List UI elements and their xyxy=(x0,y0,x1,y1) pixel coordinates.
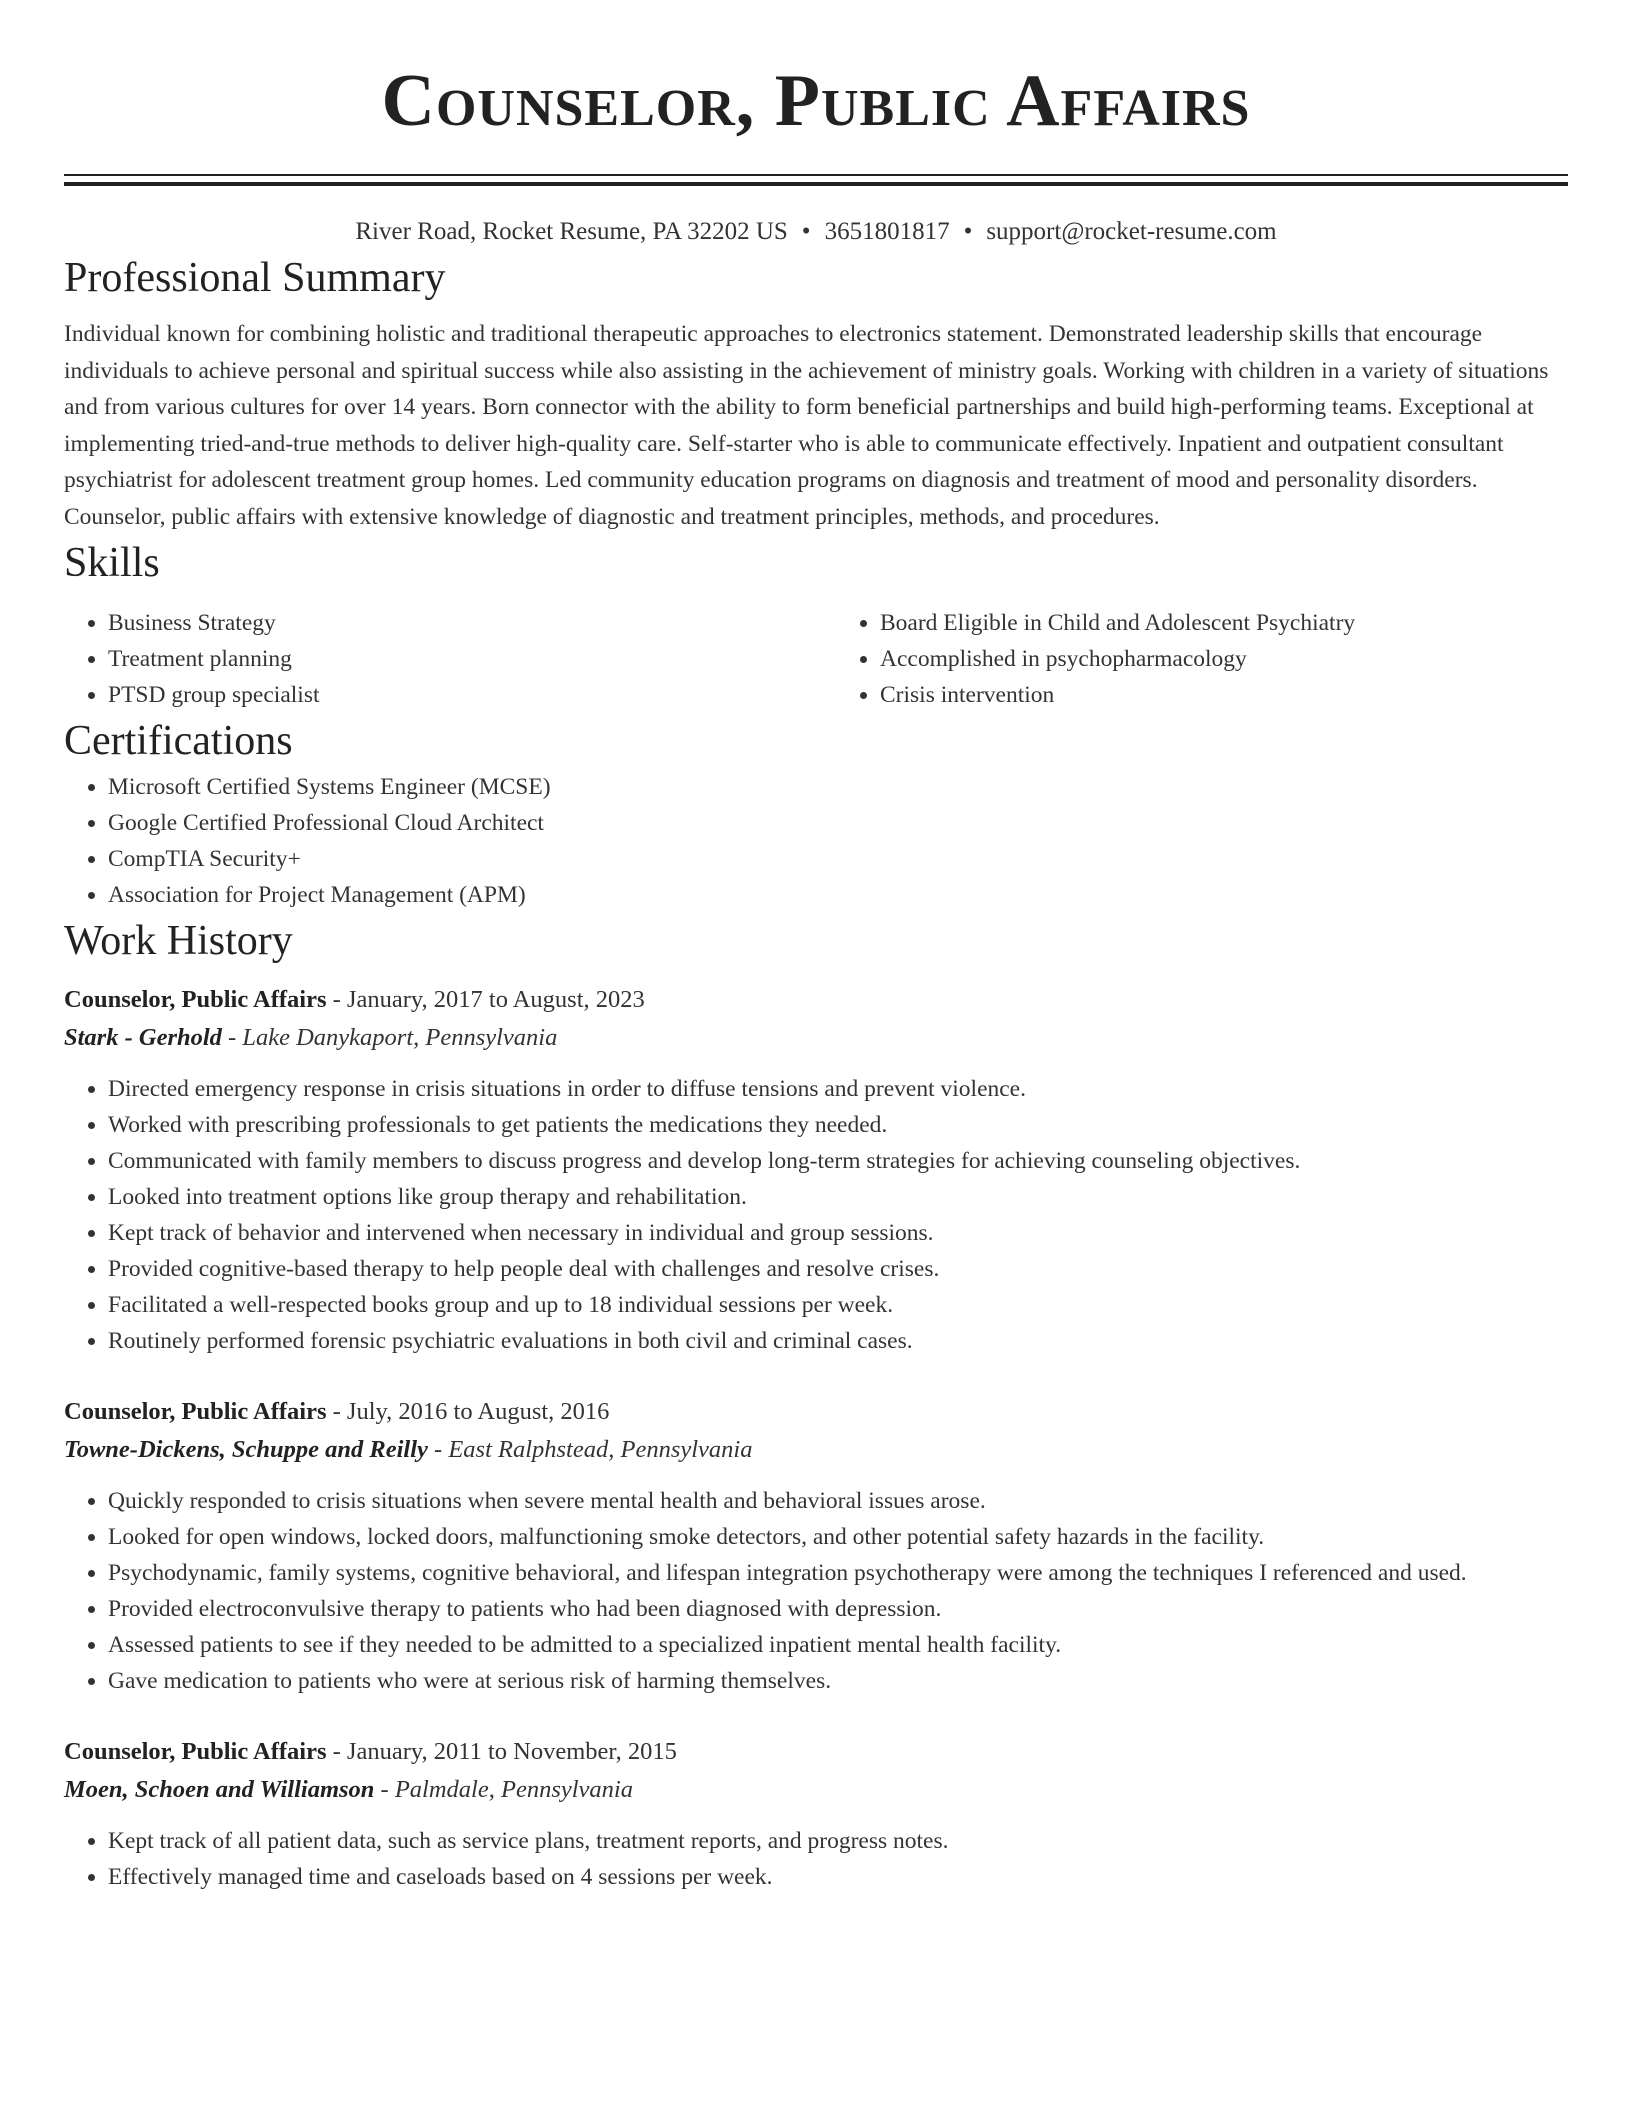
job-role: Counselor, Public Affairs xyxy=(64,1738,327,1765)
job-role: Counselor, Public Affairs xyxy=(64,986,327,1013)
job-duty: • Directed emergency response in crisis situations in order to diffuse tensions and prevent violence. xyxy=(108,1071,1568,1107)
job-duty: • Looked into treatment options like group therapy and rehabilitation. xyxy=(108,1179,1568,1215)
job-duty: • Effectively managed time and caseloads based on 4 sessions per week. xyxy=(108,1859,1568,1895)
job-company: Stark - Gerhold xyxy=(64,1024,222,1051)
summary-heading: Professional Summary xyxy=(64,255,446,301)
certification-item: • Google Certified Professional Cloud Architect xyxy=(108,805,1568,841)
job-duties-list xyxy=(64,1071,1568,1359)
job-duty: • Communicated with family members to discuss progress and develop long-term strategies for achieving counseling objectives. xyxy=(108,1143,1568,1179)
certifications-heading: Certifications xyxy=(64,718,293,764)
job-company: Moen, Schoen and Williamson xyxy=(64,1776,375,1803)
job-entry xyxy=(64,1393,1568,1699)
skill-item: • Treatment planning xyxy=(108,641,796,677)
skill-item: • Board Eligible in Child and Adolescent Psychiatry xyxy=(880,605,1568,641)
skill-item: • Business Strategy xyxy=(108,605,796,641)
skill-item: • Crisis intervention xyxy=(880,677,1568,713)
job-duty: • Facilitated a well-respected books group and up to 18 individual sessions per week. xyxy=(108,1287,1568,1323)
job-location: East Ralphstead, Pennsylvania xyxy=(448,1436,753,1463)
skill-item: • Accomplished in psychopharmacology xyxy=(880,641,1568,677)
job-dash: - xyxy=(374,1776,395,1803)
job-title-line xyxy=(64,981,1568,1019)
job-dash: - xyxy=(221,1024,243,1051)
certification-item: • Association for Project Management (APM) xyxy=(108,877,1568,913)
contact-separator: • xyxy=(801,218,811,245)
contact-phone: 3651801817 xyxy=(824,218,950,245)
job-dates: July, 2016 to August, 2016 xyxy=(346,1398,610,1425)
job-duty: • Assessed patients to see if they needed to be admitted to a specialized inpatient mental health facility. xyxy=(108,1627,1568,1663)
skills-grid xyxy=(64,605,1568,713)
job-duty: • Kept track of all patient data, such as service plans, treatment reports, and progress notes. xyxy=(108,1823,1568,1859)
contact-address: River Road, Rocket Resume, PA 32202 US xyxy=(355,218,788,245)
work-history-heading: Work History xyxy=(64,918,293,964)
job-title-line xyxy=(64,1393,1568,1431)
certification-item: • Microsoft Certified Systems Engineer (MCSE) xyxy=(108,769,1568,805)
contact-email: support@rocket-resume.com xyxy=(986,218,1277,245)
job-role: Counselor, Public Affairs xyxy=(64,1398,327,1425)
job-duty: • Provided cognitive-based therapy to help people deal with challenges and resolve crises. xyxy=(108,1251,1568,1287)
job-company-line xyxy=(64,1771,1568,1809)
job-location: Lake Danykaport, Pennsylvania xyxy=(242,1024,558,1051)
contact-line xyxy=(64,214,1568,250)
job-dash: - xyxy=(427,1436,449,1463)
job-dash: - xyxy=(326,1738,347,1765)
job-dates: January, 2017 to August, 2023 xyxy=(346,986,645,1013)
job-duty: • Quickly responded to crisis situations when severe mental health and behavioral issues arose. xyxy=(108,1483,1568,1519)
job-duty: • Kept track of behavior and intervened when necessary in individual and group sessions. xyxy=(108,1215,1568,1251)
job-dash: - xyxy=(326,986,347,1013)
skills-list-left xyxy=(64,605,796,713)
resume-name: Counselor, Public Affairs xyxy=(381,60,1251,142)
skills-heading: Skills xyxy=(64,540,160,586)
job-duties-list xyxy=(64,1483,1568,1699)
certifications-list xyxy=(64,769,1568,913)
job-duties-list xyxy=(64,1823,1568,1895)
job-company: Towne-Dickens, Schuppe and Reilly xyxy=(64,1436,428,1463)
job-dates: January, 2011 to November, 2015 xyxy=(346,1738,677,1765)
job-entry xyxy=(64,1733,1568,1895)
skill-item: • PTSD group specialist xyxy=(108,677,796,713)
job-duty: • Provided electroconvulsive therapy to patients who had been diagnosed with depression. xyxy=(108,1591,1568,1627)
skills-list-right xyxy=(836,605,1568,713)
job-dash: - xyxy=(326,1398,347,1425)
job-duty: • Routinely performed forensic psychiatric evaluations in both civil and criminal cases. xyxy=(108,1323,1568,1359)
job-location: Palmdale, Pennsylvania xyxy=(394,1776,633,1803)
job-title-line xyxy=(64,1733,1568,1771)
job-company-line xyxy=(64,1019,1568,1057)
job-duty: • Worked with prescribing professionals to get patients the medications they needed. xyxy=(108,1107,1568,1143)
job-duty: • Psychodynamic, family systems, cognitive behavioral, and lifespan integration psychotherapy were among the techniques I referenced and used. xyxy=(108,1555,1568,1591)
job-entry xyxy=(64,981,1568,1359)
summary-text: Individual known for combining holistic and traditional therapeutic approaches to electronics statement. Demonstrated leadership skills that encourage individuals to achieve personal and spiritual success while also assisting in the achievement of ministry goals. Working with children in a variety of situations and from various cultures for over 14 years. Born connector with the ability to form beneficial partnerships and build high-performing teams. Exceptional at implementing tried-and-true methods to deliver high-quality care. Self-starter who is able to communicate effectively. Inpatient and outpatient consultant psychiatrist for adolescent treatment group homes. Led community education programs on diagnosis and treatment of mood and personality disorders. Counselor, public affairs with extensive knowledge of diagnostic and treatment principles, methods, and procedures. xyxy=(64,321,1549,530)
job-duty: • Looked for open windows, locked doors, malfunctioning smoke detectors, and other potential safety hazards in the facility. xyxy=(108,1519,1568,1555)
certification-item: • CompTIA Security+ xyxy=(108,841,1568,877)
job-duty: • Gave medication to patients who were at serious risk of harming themselves. xyxy=(108,1663,1568,1699)
contact-separator: • xyxy=(963,218,973,245)
job-company-line xyxy=(64,1431,1568,1469)
header-divider xyxy=(64,174,1568,186)
